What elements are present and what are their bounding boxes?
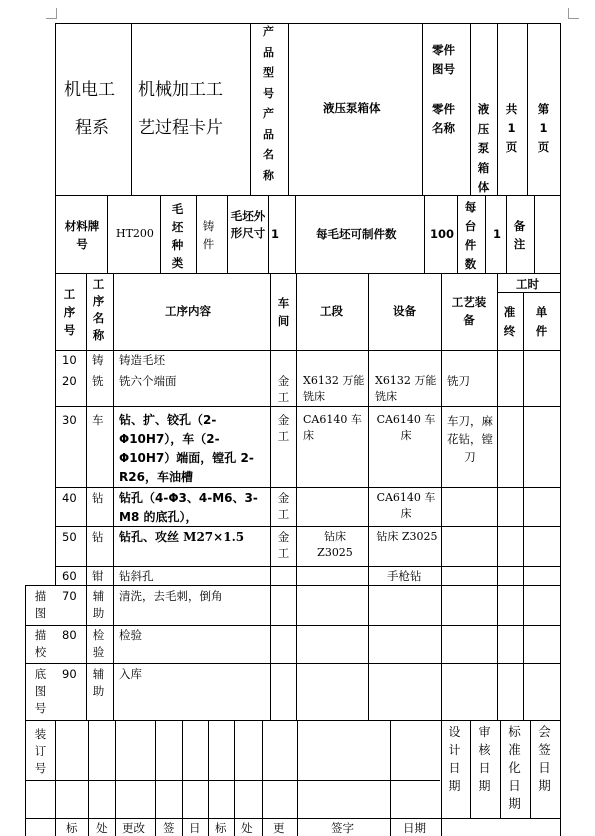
footer-col-place1: 处 bbox=[96, 821, 108, 835]
rule bbox=[25, 818, 560, 819]
op-70-no: 70 bbox=[62, 589, 77, 603]
crop-mark-top-left bbox=[46, 8, 57, 19]
op-90-content: 入库 bbox=[119, 667, 142, 681]
per-unit-value: 1 bbox=[493, 227, 502, 241]
rule bbox=[55, 273, 560, 274]
op-30-content: 钻、扩、铰孔（2-Φ10H7），车（2-Φ10H7）端面，镗孔 2-R26，车油槽 bbox=[119, 413, 254, 484]
op-20-equipment: X6132 万能铣床 bbox=[375, 374, 437, 403]
product-name: 液压泵箱体 bbox=[323, 101, 381, 115]
org-name-line1: 机电工 bbox=[64, 80, 115, 100]
part-name: 液压泵箱体 bbox=[477, 102, 490, 194]
rule bbox=[160, 195, 161, 273]
rule bbox=[470, 720, 471, 818]
rule bbox=[25, 585, 560, 586]
card-title-line1: 机械加工工 bbox=[138, 80, 223, 100]
crop-mark-top-right bbox=[568, 8, 579, 19]
footer-col-sign1: 签 bbox=[163, 821, 175, 835]
col-tooling: 工艺装备 bbox=[451, 295, 487, 327]
op-60-no: 60 bbox=[62, 569, 77, 583]
rule bbox=[55, 406, 560, 407]
label-remark: 备注 bbox=[513, 219, 526, 251]
col-hours: 工时 bbox=[516, 277, 539, 291]
rule bbox=[470, 23, 471, 195]
material-value: HT200 bbox=[116, 227, 154, 240]
op-30-name: 车 bbox=[92, 413, 104, 427]
footer-col-signature: 签字 bbox=[331, 821, 354, 835]
review-date-label: 审核日期 bbox=[478, 725, 491, 793]
op-50-no: 50 bbox=[62, 530, 77, 544]
op-40-no: 40 bbox=[62, 491, 77, 505]
rule bbox=[55, 350, 560, 351]
op-90-name: 辅助 bbox=[92, 667, 105, 698]
op-60-content: 钻斜孔 bbox=[119, 569, 154, 583]
rule bbox=[113, 273, 114, 720]
op-90-no: 90 bbox=[62, 667, 77, 681]
label-material: 材料牌号 bbox=[64, 219, 100, 251]
op-30-tooling: 车刀，麻花钻，镗刀 bbox=[447, 414, 493, 464]
rule bbox=[295, 195, 296, 273]
op-20-section: X6132 万能铣床 bbox=[303, 374, 365, 403]
standard-date-label: 标准化日期 bbox=[508, 724, 521, 811]
col-equipment: 设备 bbox=[393, 304, 416, 318]
side-base-no: 底图号 bbox=[34, 667, 47, 715]
rule bbox=[208, 720, 209, 836]
rule bbox=[86, 273, 87, 720]
rule bbox=[131, 23, 132, 195]
rule bbox=[368, 273, 369, 720]
side-check: 描校 bbox=[34, 628, 47, 659]
rule bbox=[441, 720, 442, 836]
rule bbox=[25, 663, 560, 664]
org-name-line2: 程系 bbox=[75, 118, 109, 138]
op-40-equipment: CA6140 车床 bbox=[376, 491, 436, 520]
rule bbox=[560, 23, 561, 836]
rule bbox=[88, 720, 89, 836]
op-60-name: 钳 bbox=[92, 569, 104, 583]
op-30-no: 30 bbox=[62, 413, 77, 427]
rule bbox=[55, 23, 56, 586]
label-part-name: 零件名称 bbox=[432, 102, 455, 135]
rule bbox=[196, 195, 197, 273]
col-op-name: 工序名称 bbox=[92, 277, 105, 342]
rule bbox=[55, 487, 560, 488]
op-30-section: CA6140 车床 bbox=[303, 413, 362, 442]
footer-col-mark2: 标 bbox=[215, 821, 227, 835]
rule bbox=[25, 585, 26, 836]
rule bbox=[497, 292, 560, 293]
rule bbox=[506, 195, 507, 273]
rule bbox=[390, 720, 391, 836]
op-10-no: 10 bbox=[62, 353, 77, 367]
op-40-workshop: 金工 bbox=[277, 491, 290, 521]
col-prep: 准终 bbox=[503, 305, 516, 338]
footer-col-change: 更改 bbox=[122, 821, 145, 835]
rule bbox=[55, 566, 560, 567]
op-50-equipment: 钻床 Z3025 bbox=[376, 530, 438, 543]
countersign-date-label: 会签日期 bbox=[538, 724, 551, 793]
rule bbox=[441, 273, 442, 720]
footer-col-date1: 日 bbox=[189, 821, 201, 835]
rule bbox=[55, 720, 56, 836]
side-trace: 描图 bbox=[34, 589, 47, 620]
rule bbox=[268, 195, 269, 273]
rule bbox=[182, 720, 183, 836]
footer-col-date: 日期 bbox=[403, 821, 426, 835]
rule bbox=[25, 720, 560, 721]
label-per-unit: 每台件数 bbox=[464, 200, 477, 271]
footer-col-place2: 处 bbox=[241, 821, 253, 835]
op-20-content: 铣六个端面 bbox=[119, 374, 177, 388]
rule bbox=[523, 292, 524, 720]
rule bbox=[500, 720, 501, 818]
op-50-name: 钻 bbox=[92, 530, 104, 544]
label-product-model-name: 产品型号产品名称 bbox=[263, 25, 274, 182]
label-blank-size: 毛坯外形尺寸 bbox=[230, 209, 266, 240]
design-date-label: 设计日期 bbox=[448, 725, 461, 793]
footer-col-mark1: 标 bbox=[66, 821, 78, 835]
label-blank-type: 毛坯种类 bbox=[171, 202, 184, 270]
blank-size-value: 1 bbox=[271, 227, 280, 241]
op-20-tooling: 铣刀 bbox=[447, 374, 470, 388]
rule bbox=[270, 273, 271, 720]
rule bbox=[297, 720, 298, 836]
col-content: 工序内容 bbox=[165, 304, 211, 318]
op-20-workshop: 金工 bbox=[277, 374, 290, 404]
per-blank-value: 100 bbox=[430, 227, 455, 241]
col-section: 工段 bbox=[320, 304, 343, 318]
side-binding-no: 装订号 bbox=[34, 727, 47, 775]
rule bbox=[288, 23, 289, 195]
op-20-no: 20 bbox=[62, 374, 77, 388]
blank-type: 铸件 bbox=[202, 219, 215, 251]
op-40-name: 钻 bbox=[92, 491, 104, 505]
rule bbox=[262, 720, 263, 836]
rule bbox=[234, 720, 235, 836]
rule bbox=[25, 625, 560, 626]
rule bbox=[115, 720, 116, 836]
op-50-content: 钻孔、攻丝 M27×1.5 bbox=[119, 530, 245, 544]
rule bbox=[534, 195, 535, 273]
op-70-name: 辅助 bbox=[92, 589, 105, 620]
rule bbox=[250, 23, 251, 195]
page-number: 第1页 bbox=[537, 102, 550, 154]
rule bbox=[424, 195, 425, 273]
op-20-name: 铣 bbox=[92, 374, 104, 388]
label-per-blank: 每毛坯可制件数 bbox=[316, 227, 397, 241]
op-80-content: 检验 bbox=[119, 628, 142, 642]
op-40-content: 钻孔（4-Φ3、4-M6、3-M8 的底孔）， bbox=[119, 491, 258, 524]
rule bbox=[530, 720, 531, 818]
op-10-name: 铸 bbox=[92, 353, 104, 367]
op-50-section: 钻床 Z3025 bbox=[317, 530, 353, 559]
op-30-equipment: CA6140 车床 bbox=[376, 413, 436, 442]
op-50-workshop: 金工 bbox=[277, 530, 290, 560]
rule bbox=[227, 195, 228, 273]
op-10-content: 铸造毛坯 bbox=[119, 353, 165, 367]
op-30-workshop: 金工 bbox=[277, 413, 290, 443]
rule bbox=[497, 273, 498, 720]
op-80-name: 检验 bbox=[92, 628, 105, 659]
col-op-no: 工序号 bbox=[63, 287, 76, 337]
rule bbox=[485, 195, 486, 273]
footer-col-change2: 更 bbox=[273, 821, 285, 835]
rule bbox=[422, 23, 423, 195]
total-pages: 共1页 bbox=[505, 102, 518, 154]
rule bbox=[296, 273, 297, 720]
rule bbox=[457, 195, 458, 273]
rule bbox=[497, 23, 498, 195]
card-title-line2: 艺过程卡片 bbox=[138, 118, 223, 138]
op-80-no: 80 bbox=[62, 628, 77, 642]
rule bbox=[155, 720, 156, 836]
rule bbox=[107, 195, 108, 273]
col-unit: 单件 bbox=[535, 305, 548, 338]
op-70-content: 清洗，去毛刺，倒角 bbox=[119, 589, 223, 603]
rule bbox=[527, 23, 528, 195]
label-part-no: 零件图号 bbox=[432, 43, 455, 76]
col-workshop: 车间 bbox=[277, 296, 290, 328]
op-60-tooling: 手枪钻 bbox=[387, 569, 422, 583]
